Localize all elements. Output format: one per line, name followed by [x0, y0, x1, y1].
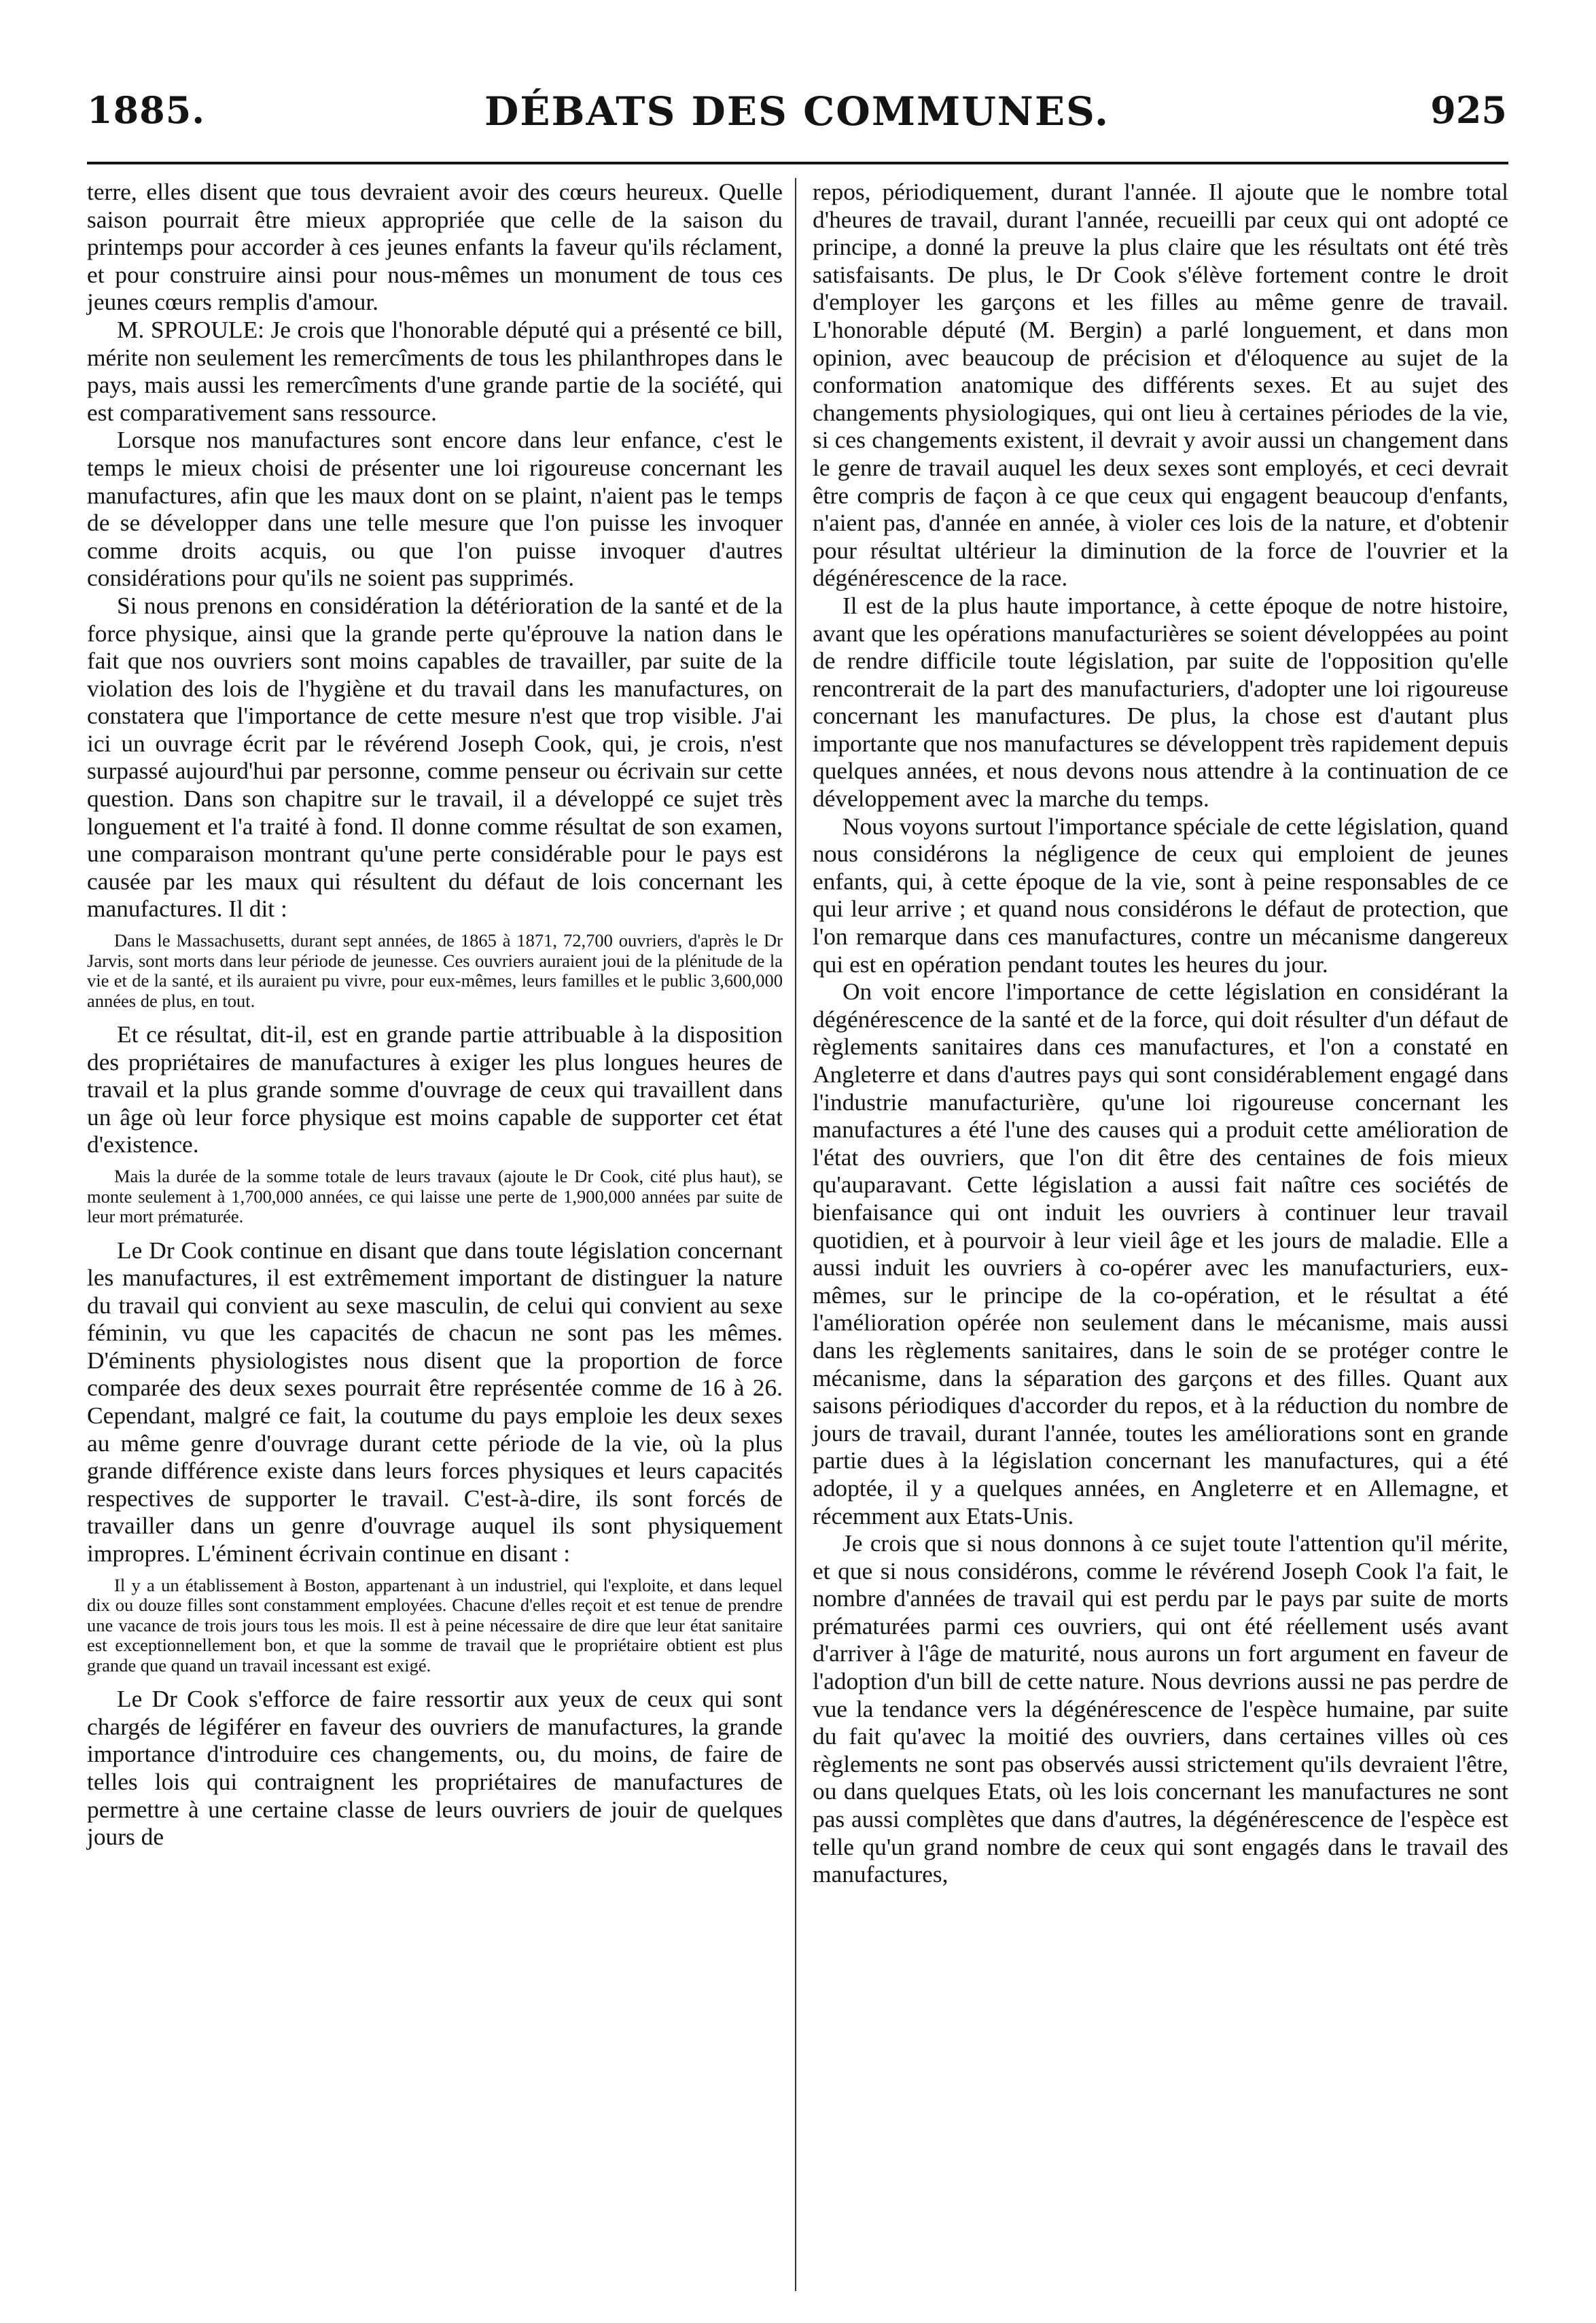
paragraph: Lorsque nos manufactures sont encore dans leur enfance, c'est le temps le mieux choisi de présenter une loi rigoureuse concernant les manufactures, afin que les maux dont on se plaint, n'aient pas le temps de se développer dans une telle mesure que l'on puisse les invoquer comme droits acquis, ou que l'on puisse invoquer d'autres considérations pour qu'ils ne soient pas supprimés. [87, 426, 783, 592]
paragraph: Nous voyons surtout l'importance spéciale de cette législation, quand nous considérons la négligence de ceux qui emploient de jeunes enfants, qui, à cette époque de la vie, sont à peine responsables de ce qui leur arrive ; et quand nous considérons le défaut de protection, que l'on remarque dans ces manufactures, contre un mécanisme dangereux qui est en opération pendant toutes les heures du jour. [813, 812, 1508, 978]
paragraph: repos, périodiquement, durant l'année. Il ajoute que le nombre total d'heures de travail, durant l'année, recueilli par ceux qui ont adopté ce principe, a donné la preuve la plus claire que les résultats ont été très satisfaisants. De plus, le Dr Cook s'élève fortement contre le droit d'employer les garçons et les filles au même genre de travail. L'honorable député (M. Bergin) a parlé longuement, et dans mon opinion, avec beaucoup de précision et d'éloquence au sujet de la conformation anatomique des différents sexes. Et au sujet des changements physiologiques, qui ont lieu à certaines périodes de la vie, si ces changements existent, il devrait y avoir aussi un changement dans le genre de travail auquel les deux sexes sont employés, et ceci devrait être compris de façon à ce que ceux qui engagent beaucoup d'enfants, n'aient pas, d'année en année, à violer ces lois de la nature, et d'obtenir pour résultat ultérieur la diminution de la force de l'ouvrier et la dégénérescence de la race. [813, 178, 1508, 592]
block-quote: Mais la durée de la somme totale de leurs travaux (ajoute le Dr Cook, cité plus haut), se monte seulement à 1,700,000 années, ce qui laisse une perte de 1,900,000 années par suite de leur mort prématurée. [87, 1166, 783, 1226]
paragraph: Si nous prenons en considération la détérioration de la santé et de la force physique, ainsi que la grande perte qu'éprouve la nation dans le fait que nos ouvriers sont moins capables de travailler, par suite de la violation des lois de l'hygiène et du travail dans les manufactures, on constatera que l'importance de cette mesure n'est que trop visible. J'ai ici un ouvrage écrit par le révérend Joseph Cook, qui, je crois, n'est surpassé aujourd'hui par personne, comme penseur ou écrivain sur cette question. Dans son chapitre sur le travail, il a développé ce sujet très longuement et l'a traité à fond. Il donne comme résultat de son examen, une comparaison montrant qu'une perte considérable pour le pays est causée par les maux qui résultent du défaut de lois concernant les manufactures. Il dit : [87, 591, 783, 923]
paragraph: Il est de la plus haute importance, à cette époque de notre histoire, avant que les opérations manufacturières se soient développées au point de rendre difficile toute législation, par suite de l'opposition qu'elle rencontrerait de la part des manufacturiers, d'adopter une loi rigoureuse concernant les manufactures. De plus, la chose est d'autant plus importante que nos manufactures se développent très rapidement depuis quelques années, et nous devons nous attendre à la continuation de ce développement avec la marche du temps. [813, 591, 1508, 813]
paragraph: Je crois que si nous donnons à ce sujet toute l'attention qu'il mérite, et que si nous considérons, comme le révérend Joseph Cook l'a fait, le nombre d'années de travail qui est perdu par le pays par suite de morts prématurées parmi ces ouvriers, qui ont été réellement usés avant d'arriver à l'âge de maturité, nous aurons un fort argument en faveur de l'adoption d'un bill de cette nature. Nous devrions aussi ne pas perdre de vue la tendance vers la dégénérescence de l'espèce humaine, par suite du fait qu'avec la moitié des ouvriers, dans certaines villes où ces règlements ne sont pas observés aussi strictement qu'ils devraient l'être, ou dans quelques Etats, où les lois concernant les manufactures ne sont pas aussi complètes que dans d'autres, la dégénérescence de l'espèce est telle qu'un grand nombre de ceux qui sont engagés dans le travail des manufactures, [813, 1529, 1508, 1888]
page-number: 925 [1430, 88, 1507, 132]
column-divider [795, 178, 796, 2291]
page-header [87, 88, 1507, 143]
block-quote: Il y a un établissement à Boston, appartenant à un industriel, qui l'exploite, et dans lequel dix ou douze filles sont constamment employées. Chacune d'elles reçoit et est tenue de prendre une vacance de trois jours tous les mois. Il est à peine nécessaire de dire que leur état sanitaire est exceptionnellement bon, et que la somme de travail que le propriétaire obtient est plus grande que quand un travail incessant est exigé. [87, 1574, 783, 1675]
paragraph: On voit encore l'importance de cette législation en considérant la dégénérescence de la santé et de la force, qui doit résulter d'un défaut de règlements sanitaires dans ces manufactures, et l'on a constaté en Angleterre et dans d'autres pays qui sont considérablement engagé dans l'industrie manufacturière, qu'une loi rigoureuse concernant les manufactures a été l'une des causes qui a produit cette amélioration de l'état des ouvriers, que l'on dit être des centaines de fois mieux qu'auparavant. Cette législation a aussi fait naître ces sociétés de bienfaisance qui ont induit les ouvriers à continuer leur travail quotidien, et à pourvoir à leur vieil âge et les jours de maladie. Elle a aussi induit les ouvriers à co-opérer avec les manufacturiers, eux-mêmes, sur le principe de la co-opération, et le résultat a été l'amélioration opérée non seulement dans le mécanisme, mais aussi dans les règlements sanitaires, dans le soin de se protéger contre le mécanisme, dans la séparation des garçons et des filles. Quant aux saisons périodiques d'accorder du repos, et à la réduction du nombre de jours de travail, durant l'année, toutes les améliorations sont en grande partie dues à la législation concernant les manufactures, qui a été adoptée, il y a quelques années, en Angleterre et en Allemagne, et récemment aux Etats-Unis. [813, 978, 1508, 1529]
paragraph: Le Dr Cook s'efforce de faire ressortir aux yeux de ceux qui sont chargés de légiférer en faveur des ouvriers de manufactures, la grande importance d'introduire ces changements, ou, du moins, de faire de telles lois qui contraignent les propriétaires de manufactures de permettre à une certaine classe de leurs ouvriers de jouir de quelques jours de [87, 1685, 783, 1851]
header-year: 1885. [87, 88, 206, 132]
speaker-name: M. SPROULE: [117, 315, 264, 343]
speech-text: Je crois que l'honorable député qui a présenté ce bill, mérite non seulement les remercîments de tous les philanthropes dans le pays, mais aussi les remercîments d'une grande partie de la société, qui est comparativement sans ressource. [87, 315, 783, 426]
paragraph: Le Dr Cook continue en disant que dans toute législation concernant les manufactures, il est extrêmement important de distinguer la nature du travail qui convient au sexe masculin, de celui qui convient au sexe féminin, vu que les capacités de chacun ne sont pas les mêmes. D'éminents physiologistes nous disent que la proportion de force comparée des deux sexes pourrait être représentée comme de 16 à 26. Cependant, malgré ce fait, la coutume du pays emploie les deux sexes au même genre d'ouvrage durant cette période de la vie, où la plus grande différence existe dans leurs forces physiques et leurs capacités respectives de supporter le travail. C'est-à-dire, ils sont forcés de travailler dans un genre d'ouvrage auquel ils sont physiquement impropres. L'éminent écrivain continue en disant : [87, 1236, 783, 1567]
paragraph: terre, elles disent que tous devraient avoir des cœurs heureux. Quelle saison pourrait être mieux appropriée que celle de la saison du printemps pour accorder à ces jeunes enfants la faveur qu'ils réclament, et pour construire ainsi pour nous-mêmes un monument de tous ces jeunes cœurs remplis d'amour. [87, 178, 783, 316]
right-column [813, 178, 1508, 1888]
left-column [87, 178, 783, 1851]
publication-title: DÉBATS DES COMMUNES. [484, 88, 1110, 135]
block-quote: Dans le Massachusetts, durant sept années, de 1865 à 1871, 72,700 ouvriers, d'après le Dr Jarvis, sont morts dans leur période de jeunesse. Ces ouvriers auraient joui de la plénitude de la vie et de la santé, et ils auraient pu vivre, pour eux-mêmes, leurs familles et le public 3,600,000 années de plus, en tout. [87, 930, 783, 1011]
header-rule [87, 162, 1508, 164]
paragraph: Et ce résultat, dit-il, est en grande partie attribuable à la disposition des propriétaires de manufactures à exiger les plus longues heures de travail et la plus grande somme d'ouvrage de ceux qui travaillent dans un âge où leur force physique est moins capable de supporter cet état d'existence. [87, 1021, 783, 1158]
speaker-paragraph [87, 316, 783, 426]
